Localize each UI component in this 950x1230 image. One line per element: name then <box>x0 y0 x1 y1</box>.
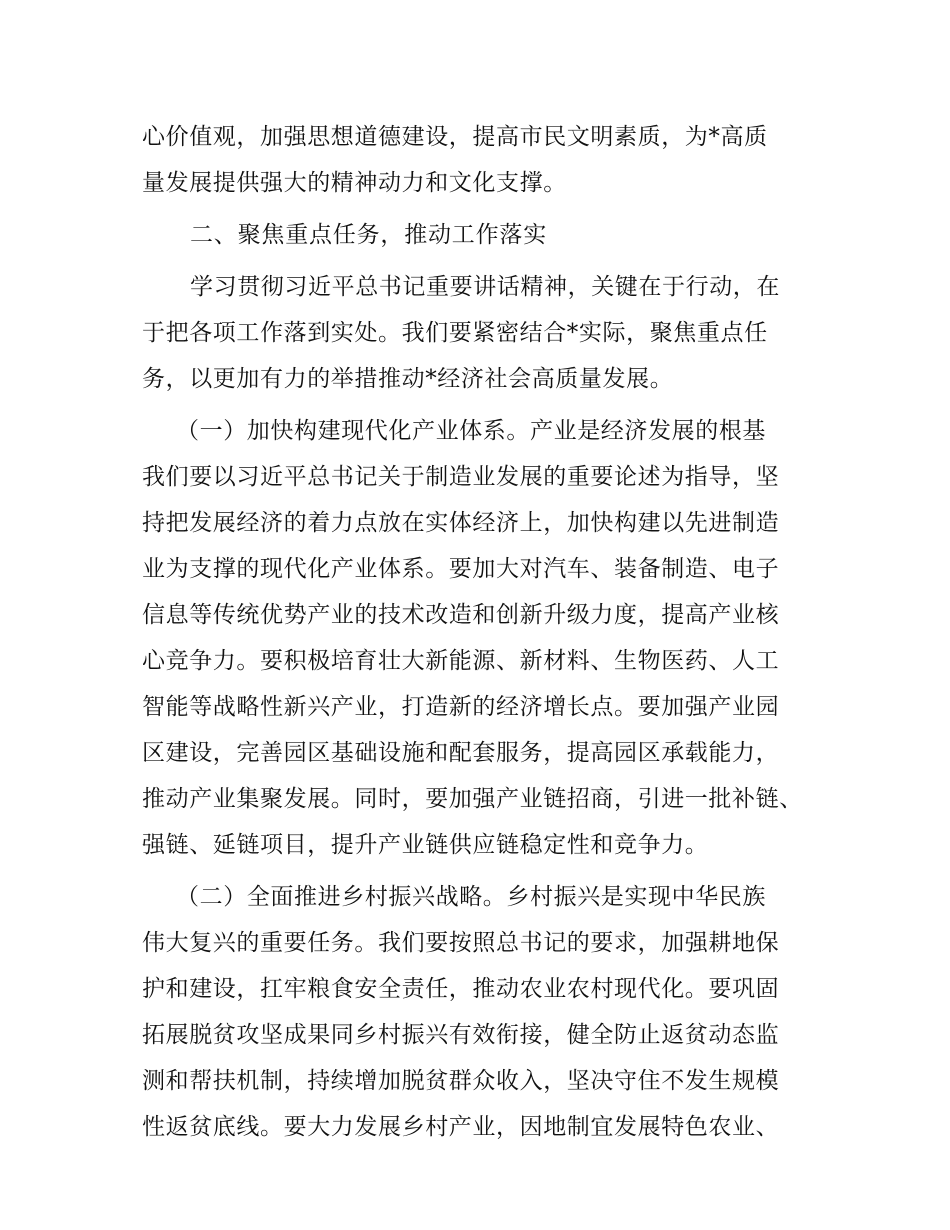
body-text-line: 拓展脱贫攻坚成果同乡村振兴有效衔接，健全防止返贫动态监 <box>142 1022 780 1048</box>
body-text-line: 持把发展经济的着力点放在实体经济上，加快构建以先进制造 <box>142 510 780 536</box>
body-text-line: 我们要以习近平总书记关于制造业发展的重要论述为指导，坚 <box>142 464 780 490</box>
body-text-line: 测和帮扶机制，持续增加脱贫群众收入，坚决守住不发生规模 <box>142 1068 780 1094</box>
section-heading: 二、聚焦重点任务，推动工作落实 <box>190 222 547 248</box>
body-text-line: 心竞争力。要积极培育壮大新能源、新材料、生物医药、人工 <box>142 648 780 674</box>
body-text-line: 强链、延链项目，提升产业链供应链稳定性和竞争力。 <box>142 832 709 858</box>
subsection-first-line: （一）加快构建现代化产业体系。产业是经济发展的根基 <box>176 418 766 444</box>
body-text-line: 推动产业集聚发展。同时，要加强产业链招商，引进一批补链、 <box>142 786 803 812</box>
body-text-line: 伟大复兴的重要任务。我们要按照总书记的要求，加强耕地保 <box>142 930 780 956</box>
body-text-line: 务，以更加有力的举措推动*经济社会高质量发展。 <box>142 366 674 392</box>
body-text-line: 心价值观，加强思想道德建设，提高市民文明素质，为*高质 <box>142 124 768 150</box>
body-text-line: 护和建设，扛牢粮食安全责任，推动农业农村现代化。要巩固 <box>142 976 780 1002</box>
body-text-line: 业为支撑的现代化产业体系。要加大对汽车、装备制造、电子 <box>142 556 780 582</box>
subsection-first-line: （二）全面推进乡村振兴战略。乡村振兴是实现中华民族 <box>176 884 766 910</box>
body-text-line: 量发展提供强大的精神动力和文化支撑。 <box>142 170 567 196</box>
body-text-line: 性返贫底线。要大力发展乡村产业，因地制宜发展特色农业、 <box>142 1114 780 1140</box>
body-text-line: 信息等传统优势产业的技术改造和创新升级力度，提高产业核 <box>142 602 780 628</box>
body-text-line: 区建设，完善园区基础设施和配套服务，提高园区承载能力， <box>142 740 780 766</box>
body-text-line: 于把各项工作落到实处。我们要紧密结合*实际，聚焦重点任 <box>142 320 768 346</box>
paragraph-first-line: 学习贯彻习近平总书记重要讲话精神，关键在于行动，在 <box>190 274 780 300</box>
body-text-line: 智能等战略性新兴产业，打造新的经济增长点。要加强产业园 <box>142 694 780 720</box>
